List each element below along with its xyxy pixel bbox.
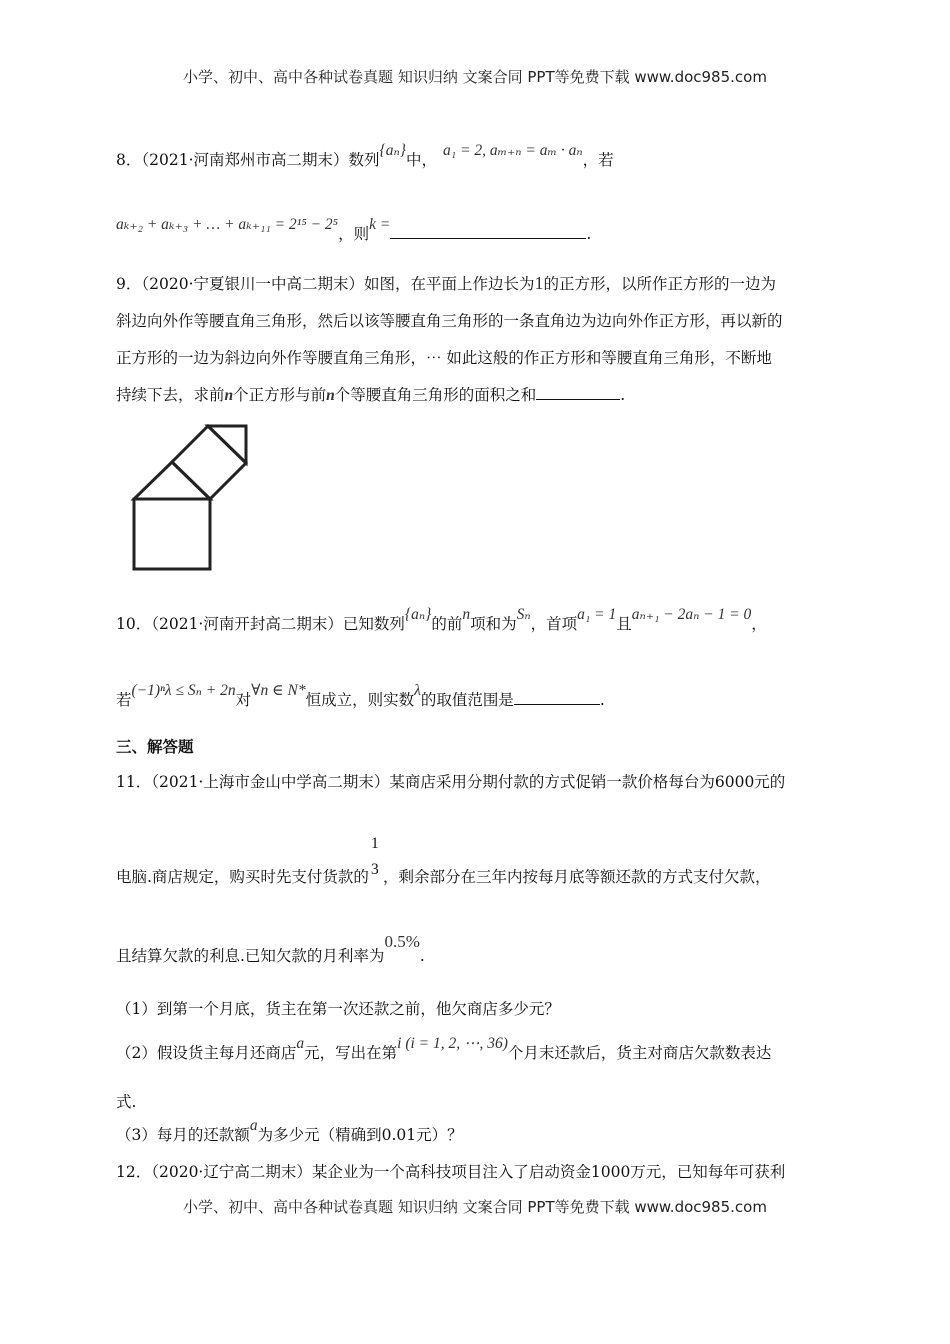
question-text: ，则 (338, 225, 370, 243)
question-text: 式. (116, 1093, 137, 1111)
question-text: ，若 (582, 151, 614, 169)
question-9-line-1 (116, 271, 776, 296)
fraction-denominator: 3 (370, 861, 379, 878)
condition-formula: a₁ = 2, aₘ₊ₙ = aₘ · aₙ (442, 142, 583, 159)
question-text: . (599, 691, 605, 709)
sum-formula: aₖ₊₂ + aₖ₊₃ + … + aₖ₊₁₁ = 2¹⁵ − 2⁵ (116, 216, 339, 233)
n-variable: n (462, 606, 471, 623)
question-source: （2021·上海市金山中学高二期末） (151, 773, 390, 791)
question-8-line-2 (116, 216, 592, 247)
question-number: 12． (116, 1163, 152, 1181)
answer-blank[interactable] (536, 383, 620, 400)
question-11-line-2 (116, 835, 771, 889)
question-number: 10． (116, 615, 152, 633)
a-variable: a (249, 1117, 258, 1134)
question-text: 且结算欠款的利息.已知欠款的月利率为 (116, 947, 385, 965)
question-number: 11． (116, 773, 152, 791)
question-text: （1）到第一个月底，货主在第一次还款之前，他欠商店多少元？ (116, 1000, 560, 1018)
question-text: 个正方形与前 (233, 386, 327, 404)
page-footer: 小学、初中、高中各种试卷真题 知识归纳 文案合同 PPT等免费下载 www.doc985.com (183, 1198, 767, 1216)
question-text: 正方形的一边为斜边向外作等腰直角三角形，⋯ 如此这般的作正方形和等腰直角三角形，不断地 (116, 349, 772, 367)
question-source: （2021·河南开封高二期末） (151, 615, 343, 633)
question-text: 的正方形，以所作正方形的一边为 (543, 275, 777, 293)
question-text: . (419, 947, 425, 965)
section-heading: 三、解答题 (116, 737, 194, 756)
question-text: 的前 (431, 615, 463, 633)
triangle-1 (134, 462, 210, 499)
question-text: ， (751, 615, 767, 633)
question-text: （3）每月的还款额 (116, 1126, 250, 1144)
question-11-line-1 (116, 770, 785, 794)
question-12-line-1 (116, 1160, 785, 1184)
question-source: （2020·辽宁高二期末） (151, 1163, 312, 1181)
side-length: 1 (534, 273, 544, 293)
answer-blank[interactable] (390, 222, 586, 239)
n-variable: n (326, 387, 335, 404)
first-term-formula: a₁ = 1 (577, 606, 617, 623)
recurrence-formula: aₙ₊₁ − 2aₙ − 1 = 0 (631, 606, 752, 623)
interest-rate: 0.5% (384, 932, 420, 951)
question-text: . (586, 225, 592, 243)
question-text: . (620, 386, 626, 404)
index-range-formula: i (i = 1, 2, ⋯, 36) (397, 1035, 508, 1052)
answer-blank[interactable] (514, 688, 600, 705)
question-text: 若 (116, 691, 132, 709)
question-text: 某商店采用分期付款的方式促销一款价格每台为6000元的 (389, 773, 786, 791)
question-9-line-2 (116, 309, 783, 333)
triangle-2 (208, 426, 246, 463)
question-text: 项和为 (470, 615, 517, 633)
forall-formula: ∀n ∈ N* (251, 682, 306, 699)
question-text: 且 (616, 615, 632, 633)
question-9-line-3 (116, 346, 772, 370)
question-11-line-3 (116, 932, 425, 968)
question-text: 恒成立，则实数 (305, 691, 415, 709)
question-text: 电脑.商店规定，购买时先支付货款的 (116, 868, 369, 886)
question-11-part-2 (116, 1035, 772, 1066)
fraction-numerator: 1 (370, 835, 379, 852)
square-2 (172, 426, 246, 499)
question-source: （2020·宁夏银川一中高二期末） (141, 275, 364, 293)
question-11-part-3 (116, 1117, 463, 1148)
question-text: 持续下去，求前 (116, 386, 225, 404)
question-text: 数列 (348, 151, 380, 169)
question-10-line-2 (116, 682, 605, 713)
sum-variable: Sₙ (516, 606, 531, 623)
question-text: 如图，在平面上作边长为 (364, 275, 535, 293)
inequality-formula: (−1)ⁿλ ≤ Sₙ + 2n (131, 682, 236, 699)
question-text: 中， (405, 151, 437, 169)
question-text: ，首项 (530, 615, 578, 633)
squares-triangles-figure (128, 418, 258, 578)
k-variable: k = (369, 216, 391, 233)
sequence-formula: {aₙ} (379, 142, 406, 159)
question-text: 元，写出在第 (304, 1044, 398, 1062)
page-header: 小学、初中、高中各种试卷真题 知识归纳 文案合同 PPT等免费下载 www.doc985.com (183, 68, 767, 86)
n-variable: n (224, 387, 234, 404)
sequence-formula: {aₙ} (404, 606, 432, 623)
question-8-line-1 (116, 142, 614, 173)
question-text: 个等腰直角三角形的面积之和 (334, 386, 537, 404)
a-variable: a (296, 1035, 305, 1052)
question-9-line-4 (116, 383, 625, 408)
question-text: ，剩余部分在三年内按每月底等额还款的方式支付欠款， (382, 868, 771, 886)
question-11-part-1 (116, 997, 560, 1021)
question-10-line-1 (116, 606, 767, 637)
square-1 (134, 499, 210, 569)
question-text: （2）假设货主每月还商店 (116, 1044, 297, 1062)
question-source: （2021·河南郑州市高二期末） (141, 151, 349, 169)
question-text: 某企业为一个高科技项目注入了启动资金1000万元，已知每年可获利 (311, 1163, 786, 1181)
question-text: 对 (235, 691, 252, 709)
question-text: 个月末还款后，货主对商店欠款数表达 (507, 1044, 772, 1062)
question-text: 为多少元（精确到0.01元）？ (257, 1126, 463, 1144)
question-11-part-2-cont (116, 1090, 136, 1114)
question-text: 已知数列 (342, 615, 405, 633)
fraction-one-third (369, 835, 383, 882)
question-text: 的取值范围是 (420, 691, 514, 709)
lambda-variable: λ (414, 682, 421, 699)
question-number: 9． (116, 275, 142, 293)
question-text: 斜边向外作等腰直角三角形，然后以该等腰直角三角形的一条直角边为边向外作正方形，再以新的 (116, 312, 783, 330)
question-number: 8． (116, 151, 142, 169)
